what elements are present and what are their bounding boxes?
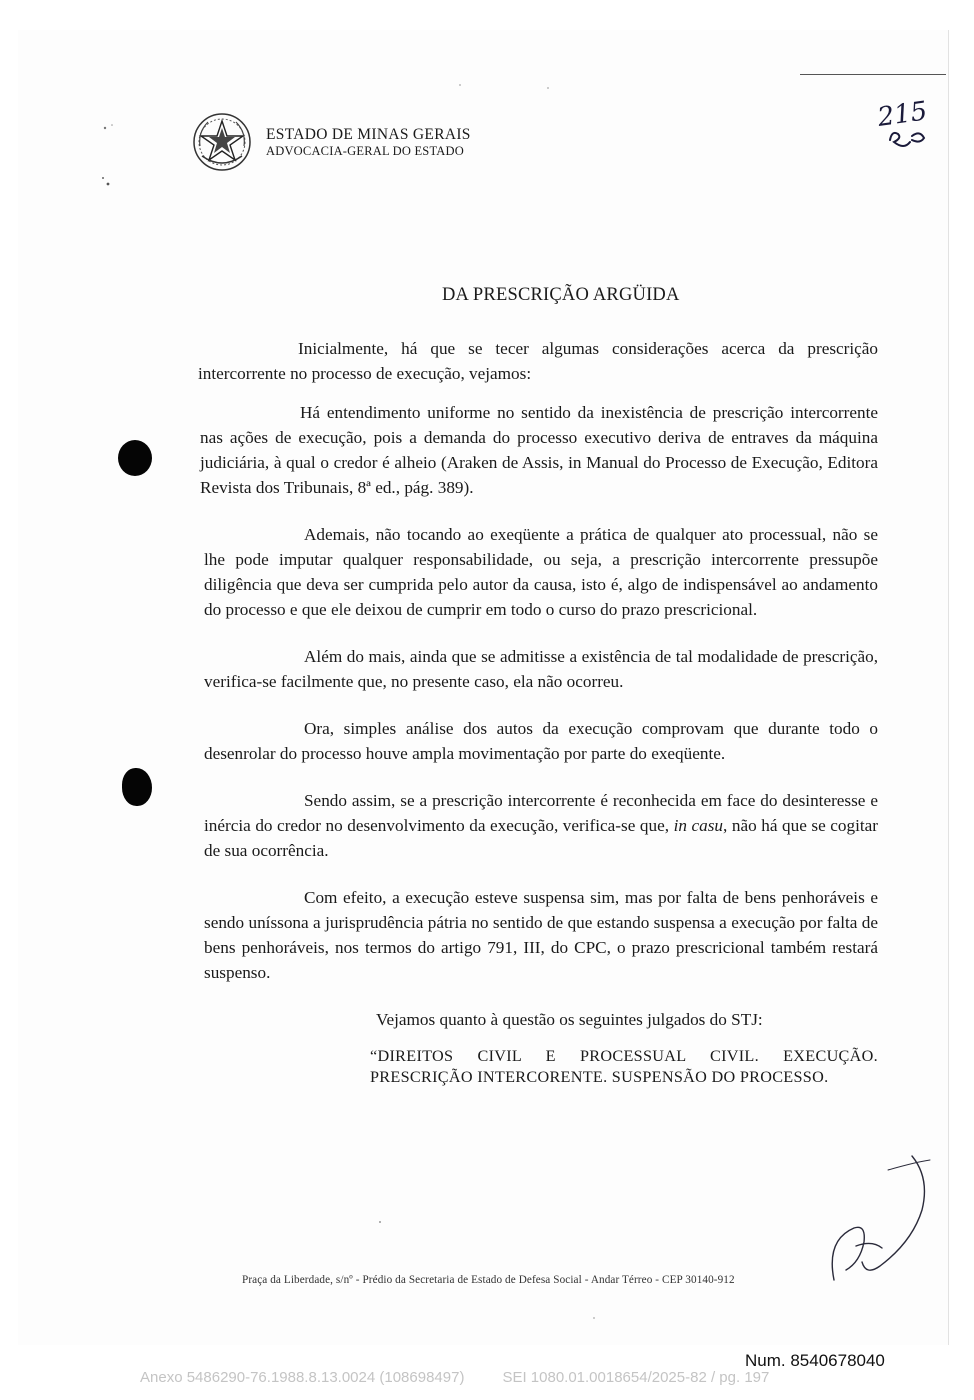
paragraph-6 xyxy=(204,788,878,863)
punch-hole-mark xyxy=(122,768,152,806)
paragraph-7: Com efeito, a execução esteve suspensa sim, mas por falta de bens penhoráveis e sendo uníssona a jurisprudência pátria no sentido de que estando suspensa a execução por falta de bens penhoráveis, nos termos do artigo 791, III, do CPC, o prazo prescricional também restará suspenso. xyxy=(204,888,878,982)
paragraph-5: Ora, simples análise dos autos da execução comprovam que durante todo o desenrolar do processo houve ampla movimentação por parte do exeqüente. xyxy=(204,719,878,763)
punch-hole-mark xyxy=(118,440,152,476)
paragraph-6-text-a: Sendo assim, se a prescrição intercorrente é reconhecida em face do desinteresse e inércia do credor no desenvolvimento da execução, verifica-se que, xyxy=(204,791,878,835)
letterhead-agency: ADVOCACIA-GERAL DO ESTADO xyxy=(266,143,464,158)
handwritten-page-number xyxy=(872,92,942,162)
paragraph-8: Vejamos quanto à questão os seguintes julgados do STJ: xyxy=(376,1010,763,1029)
paragraph-6-text-b: , não há que se cogitar de sua ocorrência. xyxy=(204,816,878,860)
document-number: Num. 8540678040 xyxy=(745,1351,885,1370)
sei-reference: SEI 1080.01.0018654/2025-82 / pg. 197 xyxy=(502,1369,770,1386)
annex-reference: Anexo 5486290-76.1988.8.13.0024 (108698497) xyxy=(140,1369,465,1386)
document-body xyxy=(198,336,878,1088)
paragraph-1: Inicialmente, há que se tecer algumas considerações acerca da prescrição intercorrente no processo de execução, vejamos: xyxy=(198,339,878,383)
top-rule xyxy=(800,74,946,75)
handwritten-signature xyxy=(826,1150,936,1285)
paragraph-2: Há entendimento uniforme no sentido da inexistência de prescrição intercorrente nas ações de execução, pois a demanda do processo executivo deriva de entraves da máquina judiciária, à qual o credor é alheio (Araken de Assis, in Manual do Processo de Execução, Editora Revista dos Tribunais, 8ª ed., pág. 389). xyxy=(200,403,878,497)
jurisprudence-quote: “DIREITOS CIVIL E PROCESSUAL CIVIL. EXECUÇÃO. PRESCRIÇÃO INTERCORENTE. SUSPENSÃO DO PROCESSO. xyxy=(370,1047,878,1086)
letterhead xyxy=(192,112,471,172)
handwritten-page-number-text: 215 xyxy=(875,96,930,133)
paragraph-6-italic: in casu xyxy=(673,816,723,835)
paragraph-3: Ademais, não tocando ao exeqüente a prática de qualquer ato processual, não se lhe pode imputar qualquer responsabilidade, ou seja, a prescrição intercorrente pressupõe diligência que deva ser cumprida pelo autor da causa, isto é, algo de indispensável ao andamento do processo e que ele deixou de cumprir em todo o curso do prazo prescricional. xyxy=(204,525,878,619)
annex-line xyxy=(140,1369,769,1386)
paragraph-4: Além do mais, ainda que se admitisse a existência de tal modalidade de prescrição, verifica-se facilmente que, no presente caso, ela não ocorreu. xyxy=(204,647,878,691)
state-coat-of-arms-icon xyxy=(192,112,252,172)
section-title: DA PRESCRIÇÃO ARGÜIDA xyxy=(442,285,680,305)
footer-address: Praça da Liberdade, s/nº - Prédio da Secretaria de Estado de Defesa Social - Andar Térreo - CEP 30140-912 xyxy=(242,1274,735,1286)
letterhead-state: ESTADO DE MINAS GERAIS xyxy=(266,125,471,143)
